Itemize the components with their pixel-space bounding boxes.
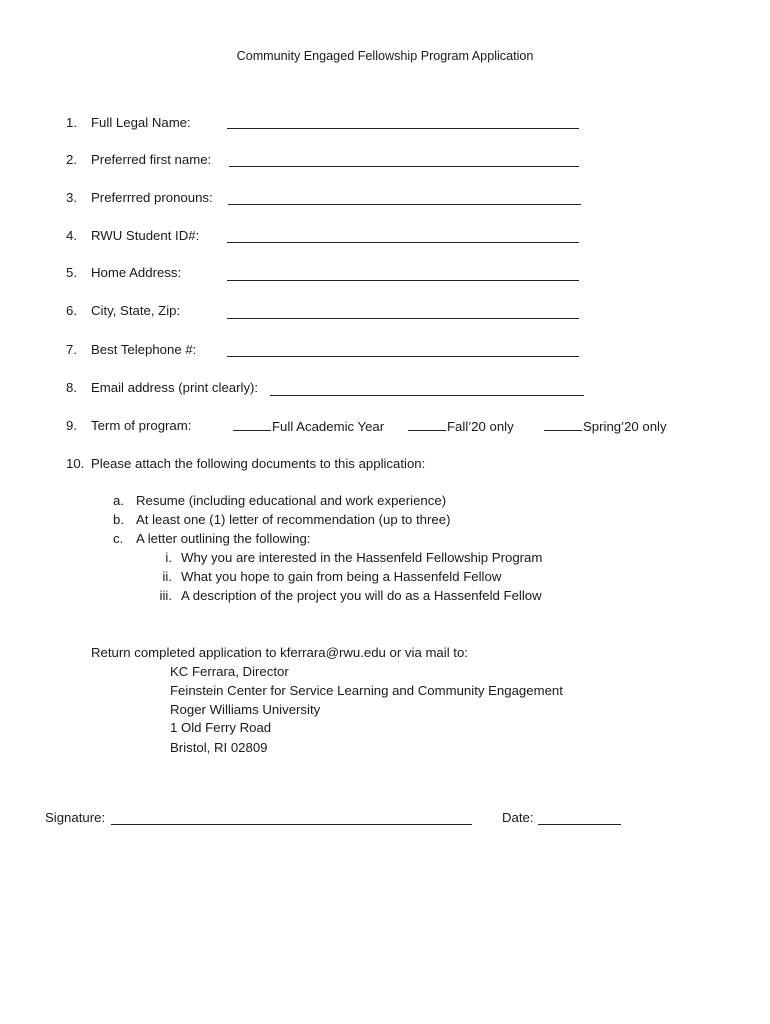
- field-number: 5.: [66, 265, 77, 280]
- signature-field[interactable]: [111, 824, 472, 825]
- full-legal-name-field[interactable]: [227, 128, 579, 129]
- term-option-label: Full Academic Year: [272, 419, 385, 434]
- field-number: 4.: [66, 228, 77, 243]
- city-state-zip-field[interactable]: [227, 318, 579, 319]
- return-instructions: Return completed application to kferrara@rwu.edu or via mail to:: [91, 645, 468, 660]
- address-line: Roger Williams University: [170, 702, 321, 717]
- attach-instructions: Please attach the following documents to this application:: [91, 456, 426, 471]
- email-field[interactable]: [270, 395, 584, 396]
- list-item: Resume (including educational and work experience): [136, 493, 447, 508]
- full-legal-name-label: Full Legal Name:: [91, 115, 191, 130]
- term-option-full-year[interactable]: [233, 418, 384, 435]
- field-number: 3.: [66, 190, 77, 205]
- sub-list-item: Why you are interested in the Hassenfeld Fellowship Program: [181, 550, 543, 565]
- date-label: Date:: [502, 810, 534, 825]
- sub-list-marker: i.: [165, 550, 172, 565]
- preferred-first-name-field[interactable]: [229, 166, 579, 167]
- city-state-zip-label: City, State, Zip:: [91, 303, 181, 318]
- sub-list-marker: iii.: [159, 588, 172, 603]
- preferred-first-name-label: Preferred first name:: [91, 152, 212, 167]
- term-option-fall[interactable]: [408, 418, 514, 435]
- field-number: 7.: [66, 342, 77, 357]
- address-line: Feinstein Center for Service Learning and Community Engagement: [170, 683, 563, 698]
- sub-list-marker: ii.: [162, 569, 172, 584]
- list-marker: a.: [113, 493, 124, 508]
- preferred-pronouns-label: Preferrred pronouns:: [91, 190, 213, 205]
- field-number: 9.: [66, 418, 77, 433]
- term-checkbox-blank[interactable]: [544, 418, 582, 431]
- field-number: 10.: [66, 456, 85, 471]
- field-number: 1.: [66, 115, 77, 130]
- list-item: At least one (1) letter of recommendation (up to three): [136, 512, 451, 527]
- term-checkbox-blank[interactable]: [233, 418, 271, 431]
- home-address-field[interactable]: [227, 280, 579, 281]
- telephone-label: Best Telephone #:: [91, 342, 197, 357]
- field-number: 8.: [66, 380, 77, 395]
- term-option-label: Spring’20 only: [583, 419, 667, 434]
- student-id-label: RWU Student ID#:: [91, 228, 200, 243]
- term-checkbox-blank[interactable]: [408, 418, 446, 431]
- field-number: 2.: [66, 152, 77, 167]
- date-field[interactable]: [538, 824, 621, 825]
- sub-list-item: A description of the project you will do as a Hassenfeld Fellow: [181, 588, 542, 603]
- telephone-field[interactable]: [227, 356, 579, 357]
- home-address-label: Home Address:: [91, 265, 182, 280]
- address-line: Bristol, RI 02809: [170, 740, 268, 755]
- sub-list-item: What you hope to gain from being a Hassenfeld Fellow: [181, 569, 502, 584]
- address-line: KC Ferrara, Director: [170, 664, 289, 679]
- term-label: Term of program:: [91, 418, 192, 433]
- email-label: Email address (print clearly):: [91, 380, 259, 395]
- list-marker: c.: [113, 531, 124, 546]
- preferred-pronouns-field[interactable]: [228, 204, 581, 205]
- page-title: Community Engaged Fellowship Program Application: [236, 49, 534, 63]
- term-option-label: Fall’20 only: [447, 419, 514, 434]
- student-id-field[interactable]: [227, 242, 579, 243]
- term-option-spring[interactable]: [544, 418, 667, 435]
- list-marker: b.: [113, 512, 124, 527]
- address-line: 1 Old Ferry Road: [170, 720, 272, 735]
- field-number: 6.: [66, 303, 77, 318]
- list-item: A letter outlining the following:: [136, 531, 311, 546]
- signature-label: Signature:: [45, 810, 106, 825]
